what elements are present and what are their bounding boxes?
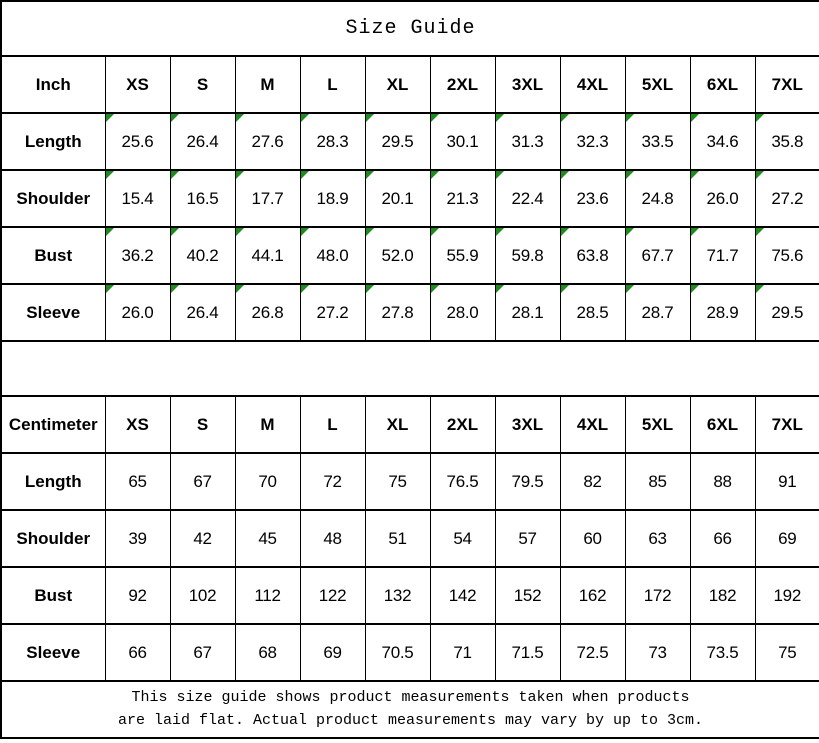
- note-triangle-icon: [171, 171, 179, 179]
- cm-row-bust: [1, 567, 819, 624]
- measure-value-cell: 57: [495, 510, 560, 567]
- cm-size-col-header-5XL: 5XL: [625, 396, 690, 453]
- measure-value-cell: 45: [235, 510, 300, 567]
- note-triangle-icon: [691, 228, 699, 236]
- inch-row-sleeve: [1, 284, 819, 341]
- note-triangle-icon: [431, 171, 439, 179]
- measure-row-label: Bust: [1, 567, 105, 624]
- inch-table-section: [1, 56, 819, 341]
- footer-row: [1, 681, 819, 738]
- measure-value-cell: 71.5: [495, 624, 560, 681]
- cm-size-col-header-M: M: [235, 396, 300, 453]
- inch-header-row: [1, 56, 819, 113]
- measure-value-cell: 122: [300, 567, 365, 624]
- measure-value-cell: 28.5: [560, 284, 625, 341]
- measure-value-cell: 26.4: [170, 284, 235, 341]
- spacer-section: [1, 341, 819, 396]
- measure-value-cell: 33.5: [625, 113, 690, 170]
- note-triangle-icon: [561, 228, 569, 236]
- inch-size-col-header-4XL: 4XL: [560, 56, 625, 113]
- measure-value-cell: 65: [105, 453, 170, 510]
- note-triangle-icon: [366, 285, 374, 293]
- inch-size-col-header-M: M: [235, 56, 300, 113]
- measure-value-cell: 26.8: [235, 284, 300, 341]
- note-triangle-icon: [431, 114, 439, 122]
- measure-value-cell: 30.1: [430, 113, 495, 170]
- note-triangle-icon: [496, 171, 504, 179]
- measure-value-cell: 72.5: [560, 624, 625, 681]
- measure-value-cell: 27.2: [300, 284, 365, 341]
- note-triangle-icon: [301, 285, 309, 293]
- measure-value-cell: 192: [755, 567, 819, 624]
- measure-value-cell: 28.7: [625, 284, 690, 341]
- measure-value-cell: 27.8: [365, 284, 430, 341]
- inch-size-col-header-2XL: 2XL: [430, 56, 495, 113]
- measure-value-cell: 88: [690, 453, 755, 510]
- measure-value-cell: 24.8: [625, 170, 690, 227]
- note-triangle-icon: [301, 228, 309, 236]
- note-triangle-icon: [236, 114, 244, 122]
- measure-row-label: Bust: [1, 227, 105, 284]
- measure-value-cell: 69: [755, 510, 819, 567]
- note-triangle-icon: [626, 285, 634, 293]
- measure-value-cell: 35.8: [755, 113, 819, 170]
- note-triangle-icon: [366, 171, 374, 179]
- measure-value-cell: 70.5: [365, 624, 430, 681]
- note-triangle-icon: [691, 171, 699, 179]
- note-triangle-icon: [431, 228, 439, 236]
- measure-value-cell: 55.9: [430, 227, 495, 284]
- measure-value-cell: 26.4: [170, 113, 235, 170]
- note-triangle-icon: [366, 228, 374, 236]
- measure-value-cell: 67: [170, 453, 235, 510]
- measure-value-cell: 36.2: [105, 227, 170, 284]
- note-triangle-icon: [496, 285, 504, 293]
- footer-note-line-2: are laid flat. Actual product measurements may vary by up to 3cm.: [117, 711, 704, 729]
- measure-value-cell: 29.5: [365, 113, 430, 170]
- cm-size-col-header-S: S: [170, 396, 235, 453]
- note-triangle-icon: [626, 114, 634, 122]
- measure-value-cell: 28.1: [495, 284, 560, 341]
- note-triangle-icon: [756, 228, 764, 236]
- inch-size-col-header-6XL: 6XL: [690, 56, 755, 113]
- measure-value-cell: 28.0: [430, 284, 495, 341]
- measure-row-label: Sleeve: [1, 624, 105, 681]
- measure-value-cell: 22.4: [495, 170, 560, 227]
- measure-value-cell: 48.0: [300, 227, 365, 284]
- inch-row-bust: [1, 227, 819, 284]
- inch-row-shoulder: [1, 170, 819, 227]
- note-triangle-icon: [171, 285, 179, 293]
- note-triangle-icon: [236, 285, 244, 293]
- cm-size-col-header-XL: XL: [365, 396, 430, 453]
- measure-value-cell: 16.5: [170, 170, 235, 227]
- measure-value-cell: 18.9: [300, 170, 365, 227]
- measure-value-cell: 67.7: [625, 227, 690, 284]
- measure-value-cell: 67: [170, 624, 235, 681]
- measure-value-cell: 162: [560, 567, 625, 624]
- measure-value-cell: 172: [625, 567, 690, 624]
- spacer-cell: [1, 341, 819, 396]
- note-triangle-icon: [626, 228, 634, 236]
- measure-value-cell: 75: [755, 624, 819, 681]
- measure-value-cell: 40.2: [170, 227, 235, 284]
- cm-size-col-header-XS: XS: [105, 396, 170, 453]
- note-triangle-icon: [496, 228, 504, 236]
- measure-value-cell: 142: [430, 567, 495, 624]
- footer-note-line-1: This size guide shows product measurements taken when products: [131, 689, 690, 706]
- note-triangle-icon: [171, 114, 179, 122]
- note-triangle-icon: [756, 114, 764, 122]
- measure-value-cell: 42: [170, 510, 235, 567]
- measure-value-cell: 23.6: [560, 170, 625, 227]
- note-triangle-icon: [171, 228, 179, 236]
- inch-size-col-header-XS: XS: [105, 56, 170, 113]
- measure-value-cell: 73.5: [690, 624, 755, 681]
- note-triangle-icon: [561, 114, 569, 122]
- inch-size-col-header-L: L: [300, 56, 365, 113]
- inch-row-length: [1, 113, 819, 170]
- measure-value-cell: 73: [625, 624, 690, 681]
- note-triangle-icon: [756, 171, 764, 179]
- measure-value-cell: 39: [105, 510, 170, 567]
- measure-value-cell: 82: [560, 453, 625, 510]
- measure-value-cell: 52.0: [365, 227, 430, 284]
- measure-row-label: Length: [1, 113, 105, 170]
- note-triangle-icon: [431, 285, 439, 293]
- footer-note: [1, 681, 819, 738]
- cm-row-shoulder: [1, 510, 819, 567]
- measure-value-cell: 85: [625, 453, 690, 510]
- cm-size-col-header-7XL: 7XL: [755, 396, 819, 453]
- cm-unit-label: Centimeter: [1, 396, 105, 453]
- measure-value-cell: 76.5: [430, 453, 495, 510]
- note-triangle-icon: [561, 171, 569, 179]
- measure-value-cell: 20.1: [365, 170, 430, 227]
- measure-value-cell: 27.2: [755, 170, 819, 227]
- note-triangle-icon: [301, 171, 309, 179]
- page-title: Size Guide: [1, 1, 819, 56]
- cm-size-col-header-2XL: 2XL: [430, 396, 495, 453]
- note-triangle-icon: [626, 171, 634, 179]
- measure-value-cell: 63: [625, 510, 690, 567]
- note-triangle-icon: [366, 114, 374, 122]
- note-triangle-icon: [106, 171, 114, 179]
- cm-row-length: [1, 453, 819, 510]
- measure-value-cell: 60: [560, 510, 625, 567]
- footer-section: [1, 681, 819, 738]
- measure-value-cell: 75.6: [755, 227, 819, 284]
- inch-size-col-header-XL: XL: [365, 56, 430, 113]
- note-triangle-icon: [496, 114, 504, 122]
- measure-value-cell: 28.9: [690, 284, 755, 341]
- cm-size-col-header-6XL: 6XL: [690, 396, 755, 453]
- measure-value-cell: 21.3: [430, 170, 495, 227]
- cm-row-sleeve: [1, 624, 819, 681]
- spacer-row: [1, 341, 819, 396]
- measure-value-cell: 91: [755, 453, 819, 510]
- measure-value-cell: 25.6: [105, 113, 170, 170]
- measure-value-cell: 66: [105, 624, 170, 681]
- measure-value-cell: 29.5: [755, 284, 819, 341]
- measure-value-cell: 54: [430, 510, 495, 567]
- measure-value-cell: 79.5: [495, 453, 560, 510]
- cm-table-section: [1, 396, 819, 681]
- measure-row-label: Sleeve: [1, 284, 105, 341]
- measure-value-cell: 71.7: [690, 227, 755, 284]
- measure-value-cell: 59.8: [495, 227, 560, 284]
- measure-value-cell: 51: [365, 510, 430, 567]
- measure-value-cell: 182: [690, 567, 755, 624]
- measure-value-cell: 70: [235, 453, 300, 510]
- title-row: [1, 1, 819, 56]
- note-triangle-icon: [561, 285, 569, 293]
- measure-row-label: Shoulder: [1, 510, 105, 567]
- inch-size-col-header-S: S: [170, 56, 235, 113]
- measure-value-cell: 44.1: [235, 227, 300, 284]
- cm-header-row: [1, 396, 819, 453]
- measure-value-cell: 27.6: [235, 113, 300, 170]
- note-triangle-icon: [106, 114, 114, 122]
- note-triangle-icon: [691, 285, 699, 293]
- measure-value-cell: 28.3: [300, 113, 365, 170]
- cm-size-col-header-L: L: [300, 396, 365, 453]
- measure-value-cell: 31.3: [495, 113, 560, 170]
- measure-value-cell: 48: [300, 510, 365, 567]
- inch-size-col-header-3XL: 3XL: [495, 56, 560, 113]
- measure-value-cell: 68: [235, 624, 300, 681]
- measure-value-cell: 152: [495, 567, 560, 624]
- measure-value-cell: 132: [365, 567, 430, 624]
- measure-value-cell: 71: [430, 624, 495, 681]
- measure-row-label: Length: [1, 453, 105, 510]
- measure-value-cell: 34.6: [690, 113, 755, 170]
- measure-value-cell: 102: [170, 567, 235, 624]
- measure-value-cell: 75: [365, 453, 430, 510]
- cm-size-col-header-3XL: 3XL: [495, 396, 560, 453]
- measure-value-cell: 17.7: [235, 170, 300, 227]
- measure-value-cell: 72: [300, 453, 365, 510]
- note-triangle-icon: [691, 114, 699, 122]
- measure-value-cell: 26.0: [105, 284, 170, 341]
- inch-size-col-header-7XL: 7XL: [755, 56, 819, 113]
- measure-value-cell: 66: [690, 510, 755, 567]
- note-triangle-icon: [301, 114, 309, 122]
- note-triangle-icon: [106, 285, 114, 293]
- measure-row-label: Shoulder: [1, 170, 105, 227]
- measure-value-cell: 32.3: [560, 113, 625, 170]
- measure-value-cell: 69: [300, 624, 365, 681]
- inch-size-col-header-5XL: 5XL: [625, 56, 690, 113]
- measure-value-cell: 15.4: [105, 170, 170, 227]
- measure-value-cell: 63.8: [560, 227, 625, 284]
- measure-value-cell: 92: [105, 567, 170, 624]
- note-triangle-icon: [756, 285, 764, 293]
- note-triangle-icon: [106, 228, 114, 236]
- cm-size-col-header-4XL: 4XL: [560, 396, 625, 453]
- note-triangle-icon: [236, 171, 244, 179]
- measure-value-cell: 26.0: [690, 170, 755, 227]
- measure-value-cell: 112: [235, 567, 300, 624]
- title-section: [1, 1, 819, 56]
- inch-unit-label: Inch: [1, 56, 105, 113]
- note-triangle-icon: [236, 228, 244, 236]
